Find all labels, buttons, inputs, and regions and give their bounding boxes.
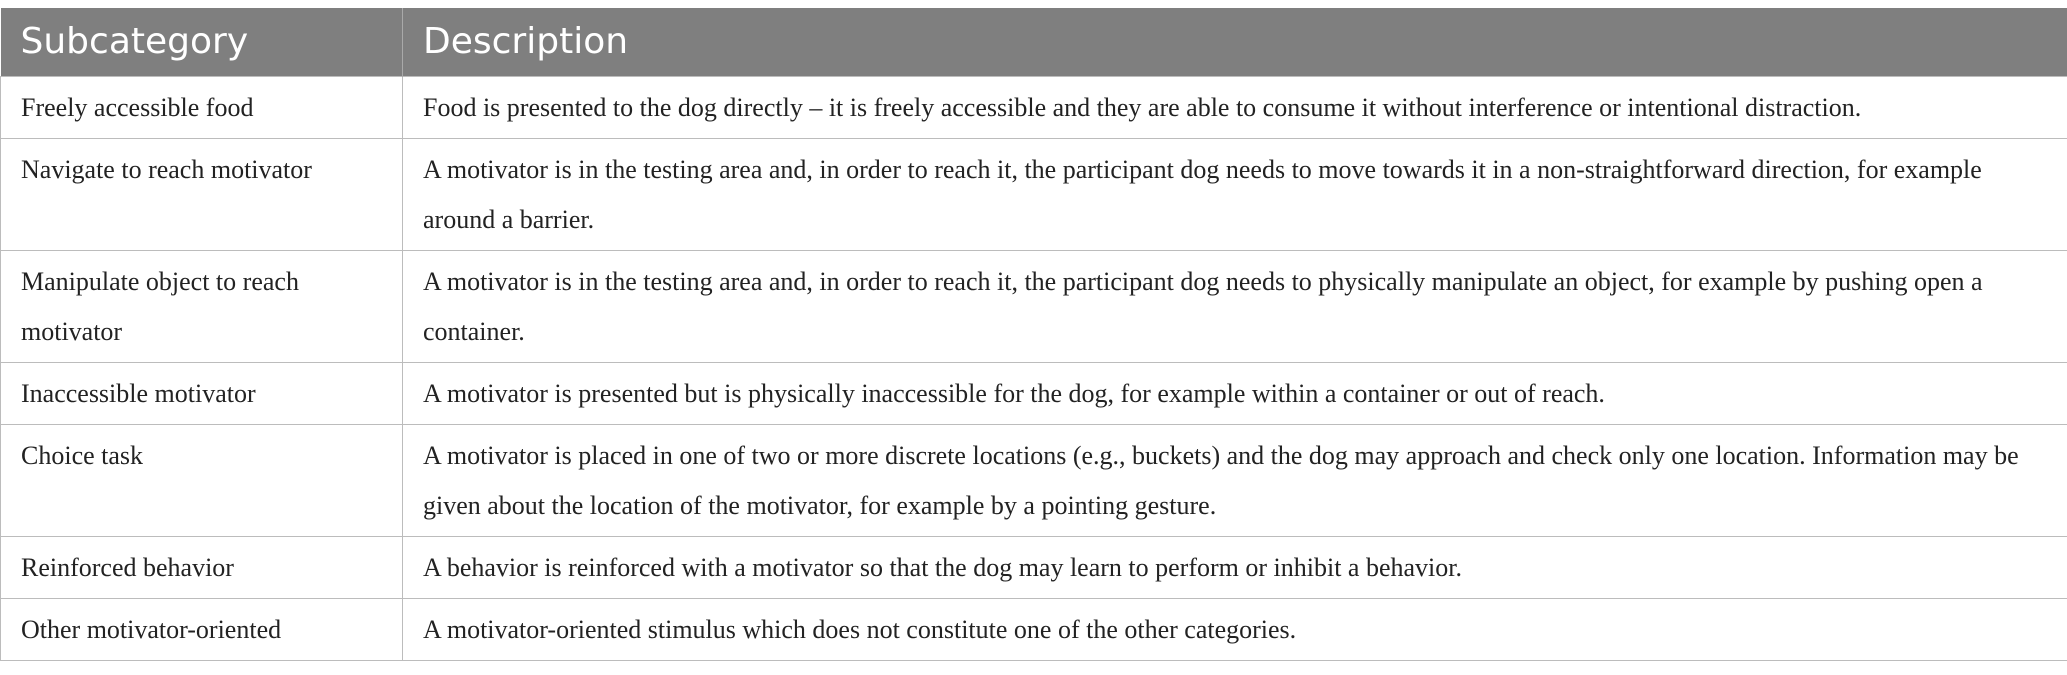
table-body <box>1 76 2067 660</box>
subcategory-cell: Inaccessible motivator <box>1 362 403 424</box>
subcategory-cell: Reinforced behavior <box>1 536 403 598</box>
header-description: Description <box>403 8 2067 76</box>
header-subcategory: Subcategory <box>1 8 403 76</box>
table-row <box>1 598 2067 660</box>
subcategory-table-container <box>0 8 2067 661</box>
table-row <box>1 424 2067 536</box>
subcategory-cell: Manipulate object to reach motivator <box>1 250 403 362</box>
table-row <box>1 536 2067 598</box>
description-cell: Food is presented to the dog directly – it is freely accessible and they are able to consume it without interference or intentional distraction. <box>403 76 2067 138</box>
subcategory-cell: Other motivator-oriented <box>1 598 403 660</box>
description-cell: A motivator is presented but is physically inaccessible for the dog, for example within a container or out of reach. <box>403 362 2067 424</box>
subcategory-cell: Choice task <box>1 424 403 536</box>
description-cell: A behavior is reinforced with a motivator so that the dog may learn to perform or inhibit a behavior. <box>403 536 2067 598</box>
table-header <box>1 8 2067 76</box>
description-cell: A motivator is placed in one of two or more discrete locations (e.g., buckets) and the dog may approach and check only one location. Information may be given about the location of the motivator, for example by a pointing gesture. <box>403 424 2067 536</box>
table-row <box>1 138 2067 250</box>
description-cell: A motivator is in the testing area and, in order to reach it, the participant dog needs to physically manipulate an object, for example by pushing open a container. <box>403 250 2067 362</box>
subcategory-table <box>0 8 2067 661</box>
table-row <box>1 362 2067 424</box>
description-cell: A motivator-oriented stimulus which does not constitute one of the other categories. <box>403 598 2067 660</box>
description-cell: A motivator is in the testing area and, in order to reach it, the participant dog needs to move towards it in a non-straightforward direction, for example around a barrier. <box>403 138 2067 250</box>
header-row <box>1 8 2067 76</box>
table-row <box>1 250 2067 362</box>
subcategory-cell: Freely accessible food <box>1 76 403 138</box>
table-row <box>1 76 2067 138</box>
subcategory-cell: Navigate to reach motivator <box>1 138 403 250</box>
